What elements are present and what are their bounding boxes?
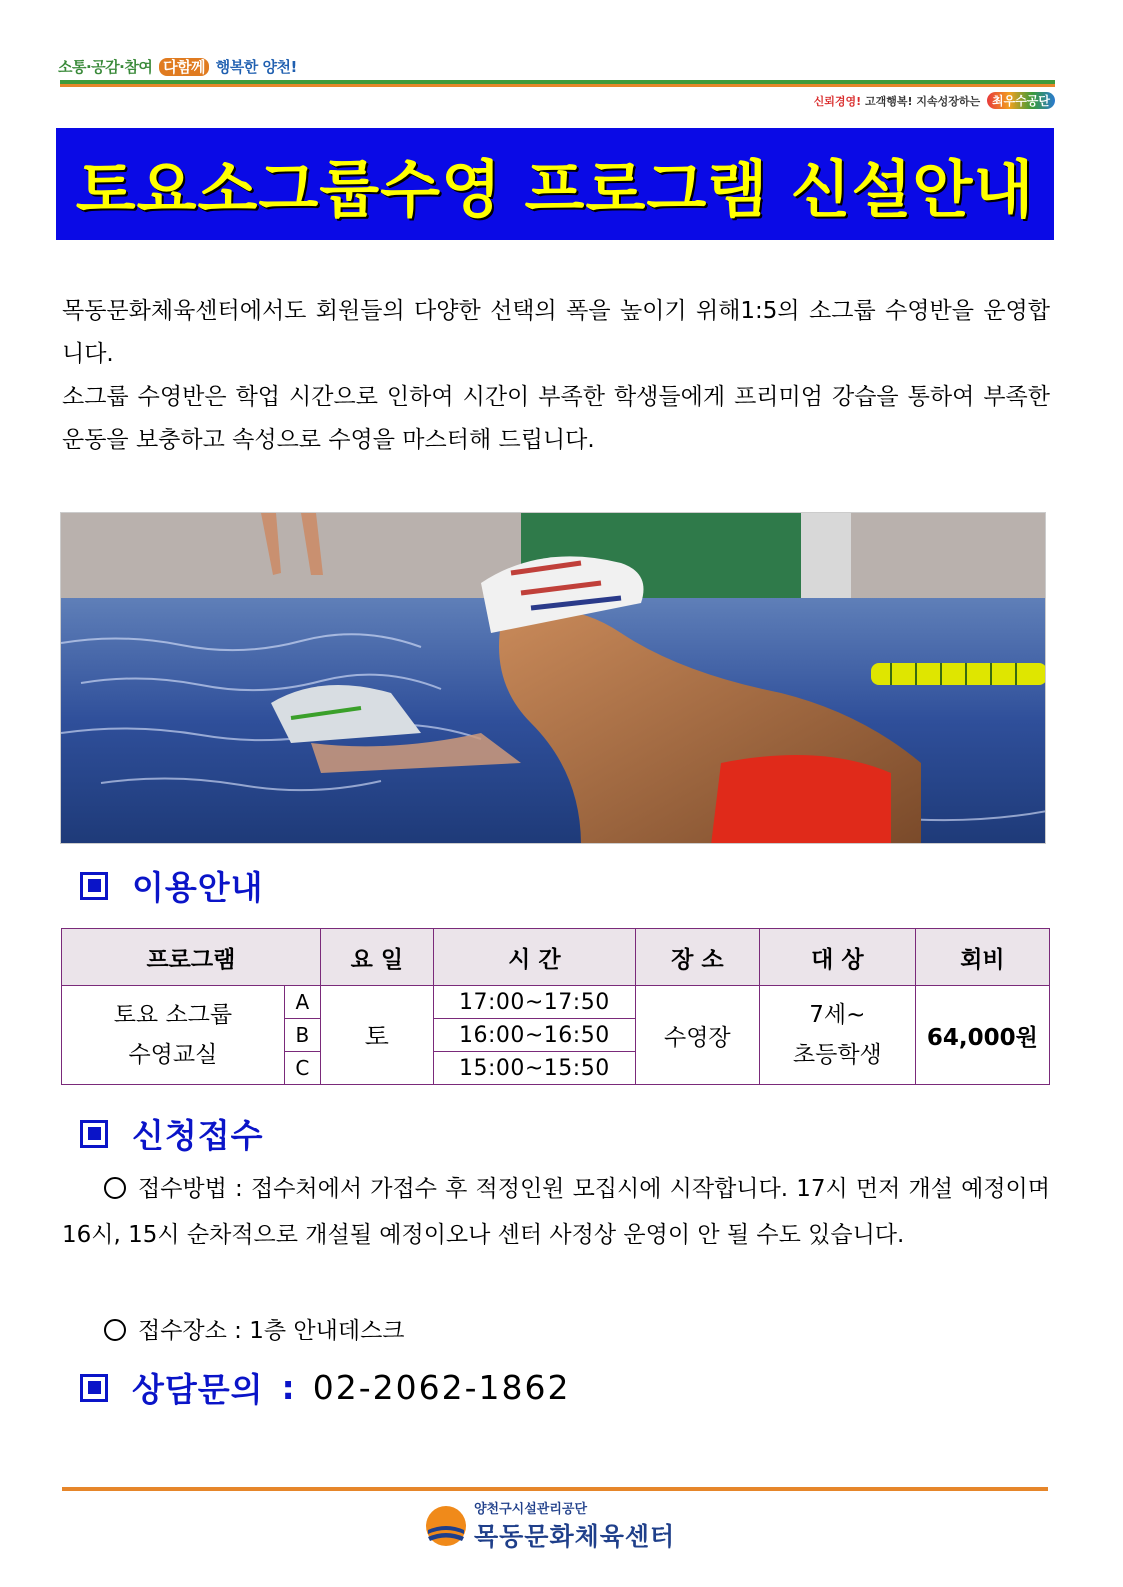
slogan-suffix: 행복한 양천! bbox=[215, 58, 297, 76]
swimming-photo bbox=[60, 512, 1046, 844]
method-label: 접수방법 bbox=[138, 1176, 227, 1202]
intro-paragraph-2: 소그룹 수영반은 학업 시간으로 인하여 시간이 부족한 학생들에게 프리미엄 강습을 통하여 부족한 운동을 보충하고 속성으로 수영을 마스터해 드립니다. bbox=[62, 384, 1050, 453]
class-a: A bbox=[284, 986, 320, 1019]
header-sub-slogan bbox=[814, 92, 1055, 109]
target-line-1: 7세~ bbox=[809, 1002, 866, 1028]
square-bullet-icon bbox=[80, 1120, 108, 1148]
center-logo-icon bbox=[424, 1504, 468, 1548]
application-place: 접수장소 : 1층 안내데스크 bbox=[62, 1308, 1050, 1354]
table-header-row bbox=[62, 929, 1050, 986]
application-section-heading bbox=[80, 1110, 264, 1157]
intro-text bbox=[62, 290, 1050, 462]
time-c: 15:00~15:50 bbox=[433, 1052, 635, 1085]
program-cell bbox=[62, 986, 285, 1085]
contact-colon: : bbox=[281, 1368, 295, 1407]
col-place: 장 소 bbox=[635, 929, 759, 986]
sub-slogan-badge: 최우수공단 bbox=[987, 92, 1055, 109]
usage-heading: 이용안내 bbox=[132, 868, 264, 907]
fee-cell: 64,000원 bbox=[915, 986, 1049, 1085]
footer-center: 목동문화체육센터 bbox=[474, 1522, 676, 1551]
day-cell: 토 bbox=[320, 986, 433, 1085]
footer-org: 양천구시설관리공단 bbox=[474, 1502, 588, 1517]
application-heading: 신청접수 bbox=[132, 1116, 264, 1155]
usage-section-heading bbox=[80, 862, 264, 909]
table-row bbox=[62, 986, 1050, 1019]
contact-heading: 상담문의 bbox=[132, 1370, 264, 1409]
class-c: C bbox=[284, 1052, 320, 1085]
intro-paragraph-1: 목동문화체육센터에서도 회원들의 다양한 선택의 폭을 높이기 위해1:5의 소그룹 수영반을 운영합니다. bbox=[62, 298, 1050, 367]
square-bullet-icon bbox=[80, 1374, 108, 1402]
header-rule-orange bbox=[60, 84, 1055, 87]
sub-slogan-red: 신뢰경영! bbox=[813, 95, 862, 108]
place-text: 1층 안내데스크 bbox=[249, 1318, 405, 1344]
usage-table bbox=[61, 928, 1050, 1085]
col-program: 프로그램 bbox=[62, 929, 321, 986]
circle-bullet-icon bbox=[104, 1177, 126, 1199]
application-method: 접수방법 : 접수처에서 가접수 후 적정인원 모집시에 시작합니다. 17시 먼저 개설 예정이며 16시, 15시 순차적으로 개설될 예정이오나 센터 사정상 운영이 안 될 수도 있습니다. bbox=[62, 1176, 1050, 1248]
target-cell bbox=[759, 986, 915, 1085]
col-time: 시 간 bbox=[433, 929, 635, 986]
square-bullet-icon bbox=[80, 872, 108, 900]
header-slogan bbox=[58, 56, 297, 77]
contact-section-heading bbox=[80, 1364, 571, 1411]
title-banner bbox=[56, 128, 1054, 240]
place-cell: 수영장 bbox=[635, 986, 759, 1085]
program-line-1: 토요 소그룹 bbox=[113, 1002, 233, 1028]
time-a: 17:00~17:50 bbox=[433, 986, 635, 1019]
contact-phone: 02-2062-1862 bbox=[312, 1368, 571, 1407]
col-target: 대 상 bbox=[759, 929, 915, 986]
target-line-2: 초등학생 bbox=[792, 1042, 882, 1068]
program-line-2: 수영교실 bbox=[128, 1042, 218, 1068]
circle-bullet-icon bbox=[104, 1319, 126, 1341]
col-fee: 회비 bbox=[915, 929, 1049, 986]
method-text: 접수처에서 가접수 후 적정인원 모집시에 시작합니다. 17시 먼저 개설 예정이며 16시, 15시 순차적으로 개설될 예정이오나 센터 사정상 운영이 안 될 수도 있습니다. bbox=[62, 1176, 1050, 1248]
col-day: 요 일 bbox=[320, 929, 433, 986]
time-b: 16:00~16:50 bbox=[433, 1019, 635, 1052]
slogan-prefix: 소통·공감·참여 bbox=[58, 58, 153, 76]
page-title: 토요소그룹수영 프로그램 신설안내 bbox=[75, 152, 1035, 226]
footer-rule bbox=[62, 1487, 1048, 1491]
sub-slogan-text: 지속성장하는 bbox=[916, 95, 981, 108]
swimming-photo-image bbox=[61, 513, 1046, 844]
footer-logo bbox=[424, 1498, 675, 1553]
class-b: B bbox=[284, 1019, 320, 1052]
sub-slogan-mid: 고객행복! bbox=[865, 95, 913, 108]
slogan-highlight: 다함께 bbox=[159, 58, 209, 76]
place-label: 접수장소 bbox=[138, 1318, 227, 1344]
